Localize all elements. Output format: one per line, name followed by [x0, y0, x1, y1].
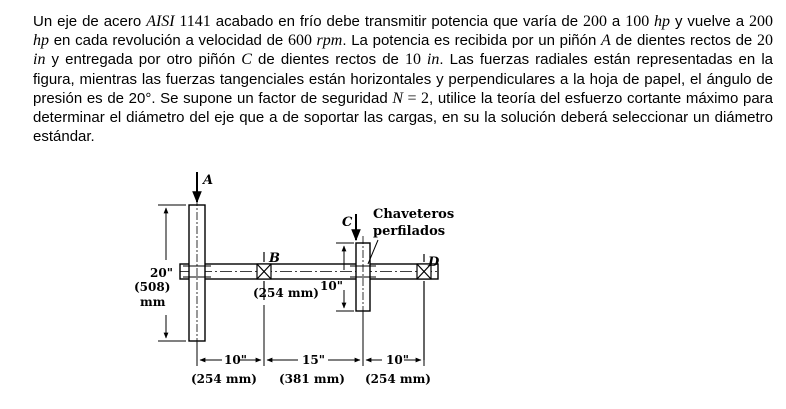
keyway-label-line1: Chaveteros — [373, 207, 455, 222]
span1-mm: (254 mm) — [191, 372, 257, 386]
gear-c — [350, 236, 376, 318]
keyway-label-line2: perfilados — [373, 224, 446, 239]
span3-in: 10" — [386, 353, 409, 367]
problem-statement: Un eje de acero AISI 1141 acabado en frío debe transmitir potencia que varía de 200 a 100 hp y vuelve a 200 hp en cada revolución a velocidad de 600 rpm. La potencia es recibida por un piñón A de dientes rectos de 20 in y entregada por otro piñón C de dientes rectos de 10 in. Las fuerzas radiales están representadas en la figura, mientras las fuerzas tangenciales están horizontales y perpendiculares a la hoja de papel, el ángulo de presión es de 20°. Se supone un factor de seguridad N = 2, utilice la teoría del esfuerzo cortante máximo para determinar el diámetro del eje que a de soportar las cargas, en su la solución deberá seleccionar un diámetro estándar. — [33, 13, 774, 146]
span2-in: 15" — [302, 353, 325, 367]
span1-in: 10" — [224, 353, 247, 367]
gear-a-dia-mm: (508) — [134, 280, 171, 294]
shaft — [180, 264, 438, 279]
label-d: D — [428, 255, 440, 270]
label-a: A — [203, 173, 214, 188]
span3-mm: (254 mm) — [365, 372, 431, 386]
gear-a-dia-unit: mm — [140, 295, 166, 309]
label-c: C — [342, 215, 353, 230]
gear-c-dia-in: 10" — [320, 279, 343, 293]
gear-c-dia-mm: (254 mm) — [253, 286, 319, 300]
span2-mm: (381 mm) — [279, 372, 345, 386]
gear-a-dia-in: 20" — [150, 266, 173, 280]
label-b: B — [269, 251, 280, 266]
